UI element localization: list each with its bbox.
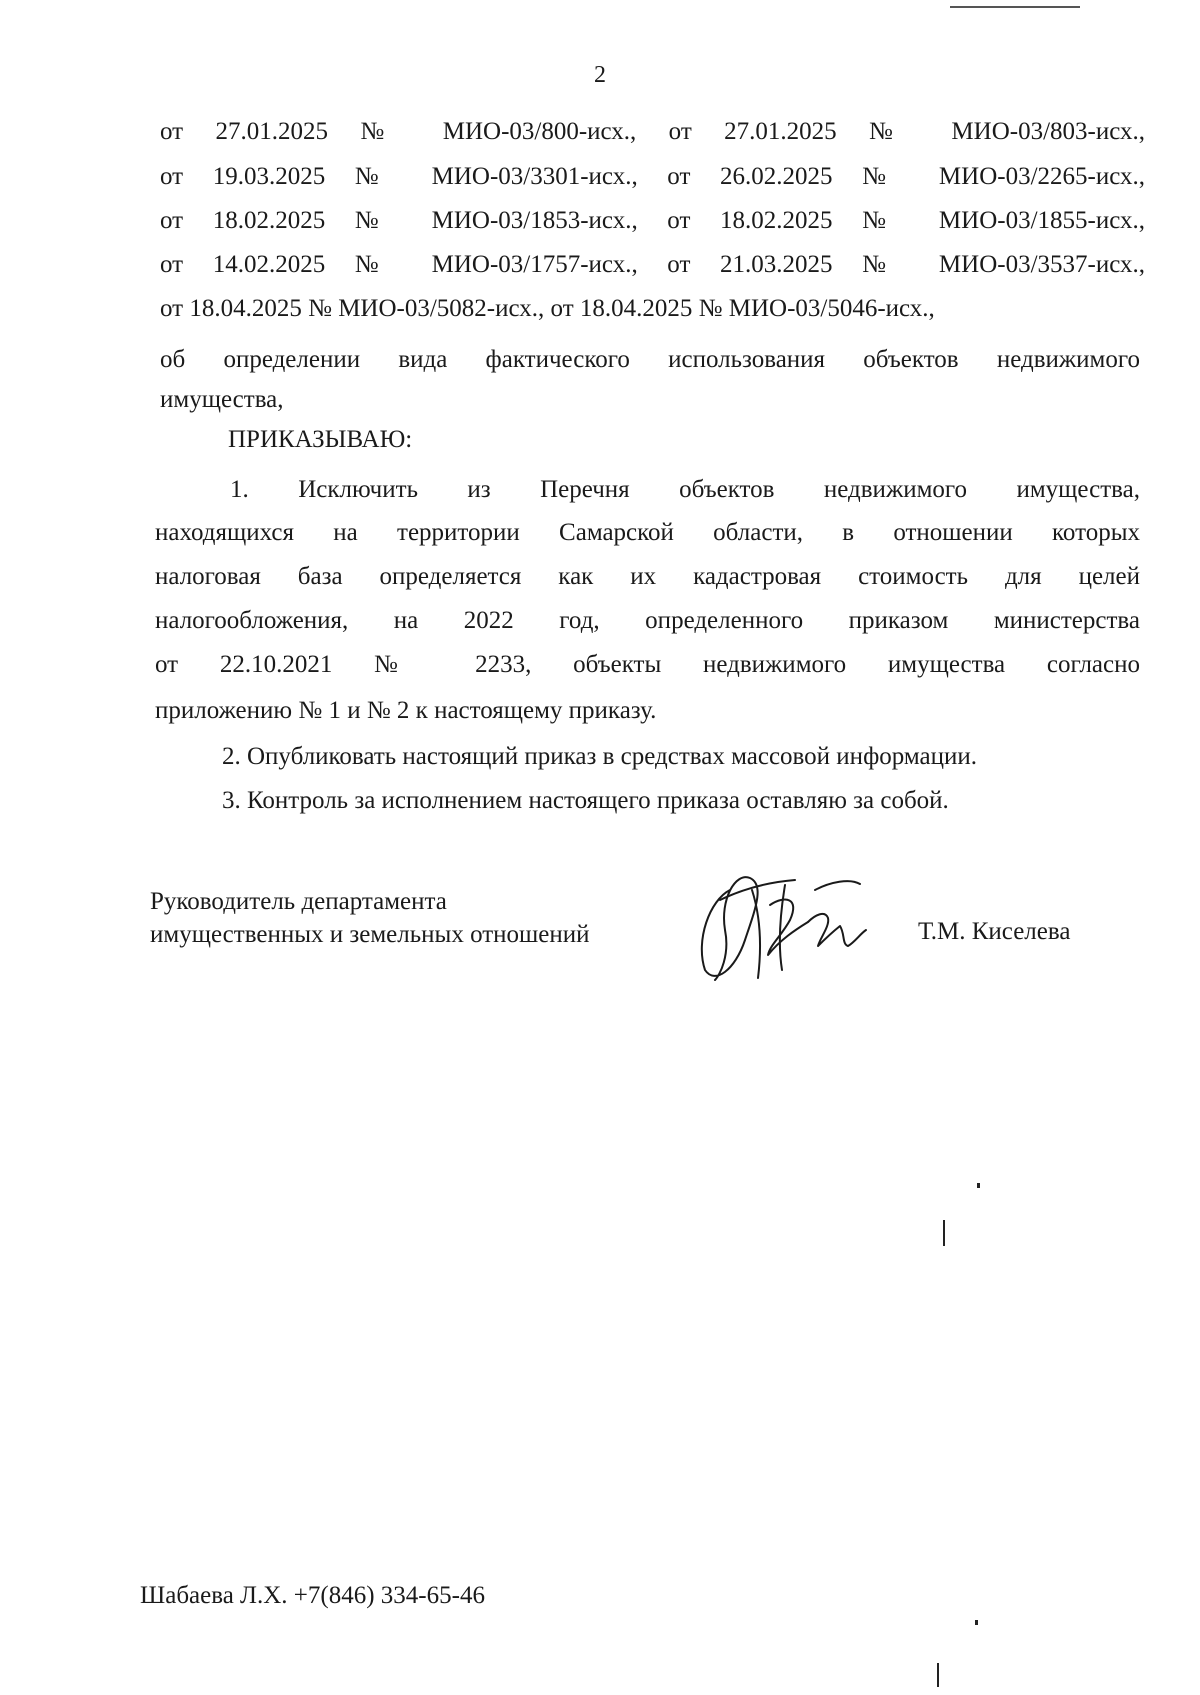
scan-edge-mark	[950, 0, 1080, 8]
scan-speck	[937, 1663, 939, 1687]
order-word: ПРИКАЗЫВАЮ:	[228, 426, 413, 453]
reference-line-2: от 19.03.2025 № МИО-03/3301-исх., от 26.02.2025 № МИО-03/2265-исх.,	[160, 163, 1145, 190]
item1-line-1: 1. Исключить из Перечня объектов недвижимого имущества,	[230, 476, 1140, 503]
scan-speck	[977, 1183, 980, 1188]
reference-line-1: от 27.01.2025 № МИО-03/800-исх., от 27.01.2025 № МИО-03/803-исх.,	[160, 118, 1145, 145]
item1-line-6: приложению № 1 и № 2 к настоящему приказу.	[155, 697, 657, 724]
reference-line-6: об определении вида фактического использования объектов недвижимого	[160, 346, 1140, 373]
item1-line-2: находящихся на территории Самарской области, в отношении которых	[155, 519, 1140, 546]
scan-speck	[975, 1620, 978, 1625]
scan-speck	[943, 1220, 945, 1246]
item1-line-5: от 22.10.2021 № 2233, объекты недвижимого имущества согласно	[155, 651, 1140, 678]
signature-position-line2: имущественных и земельных отношений	[150, 921, 590, 948]
reference-line-5: от 18.04.2025 № МИО-03/5082-исх., от 18.04.2025 № МИО-03/5046-исх.,	[160, 295, 935, 322]
reference-line-4: от 14.02.2025 № МИО-03/1757-исх., от 21.03.2025 № МИО-03/3537-исх.,	[160, 251, 1145, 278]
page-number: 2	[594, 62, 606, 88]
item1-line-3: налоговая база определяется как их кадастровая стоимость для целей	[155, 563, 1140, 590]
signer-name: Т.М. Киселева	[918, 918, 1071, 945]
reference-line-7: имущества,	[160, 386, 284, 413]
handwritten-signature	[690, 860, 900, 990]
item3-text: 3. Контроль за исполнением настоящего приказа оставляю за собой.	[222, 787, 949, 814]
executor-contact: Шабаева Л.Х. +7(846) 334-65-46	[140, 1582, 485, 1609]
item2-text: 2. Опубликовать настоящий приказ в средствах массовой информации.	[222, 743, 978, 770]
signature-position-line1: Руководитель департамента	[150, 888, 447, 915]
reference-line-3: от 18.02.2025 № МИО-03/1853-исх., от 18.02.2025 № МИО-03/1855-исх.,	[160, 207, 1145, 234]
signature-position	[150, 885, 590, 951]
item1-line-4: налогообложения, на 2022 год, определенного приказом министерства	[155, 607, 1140, 634]
